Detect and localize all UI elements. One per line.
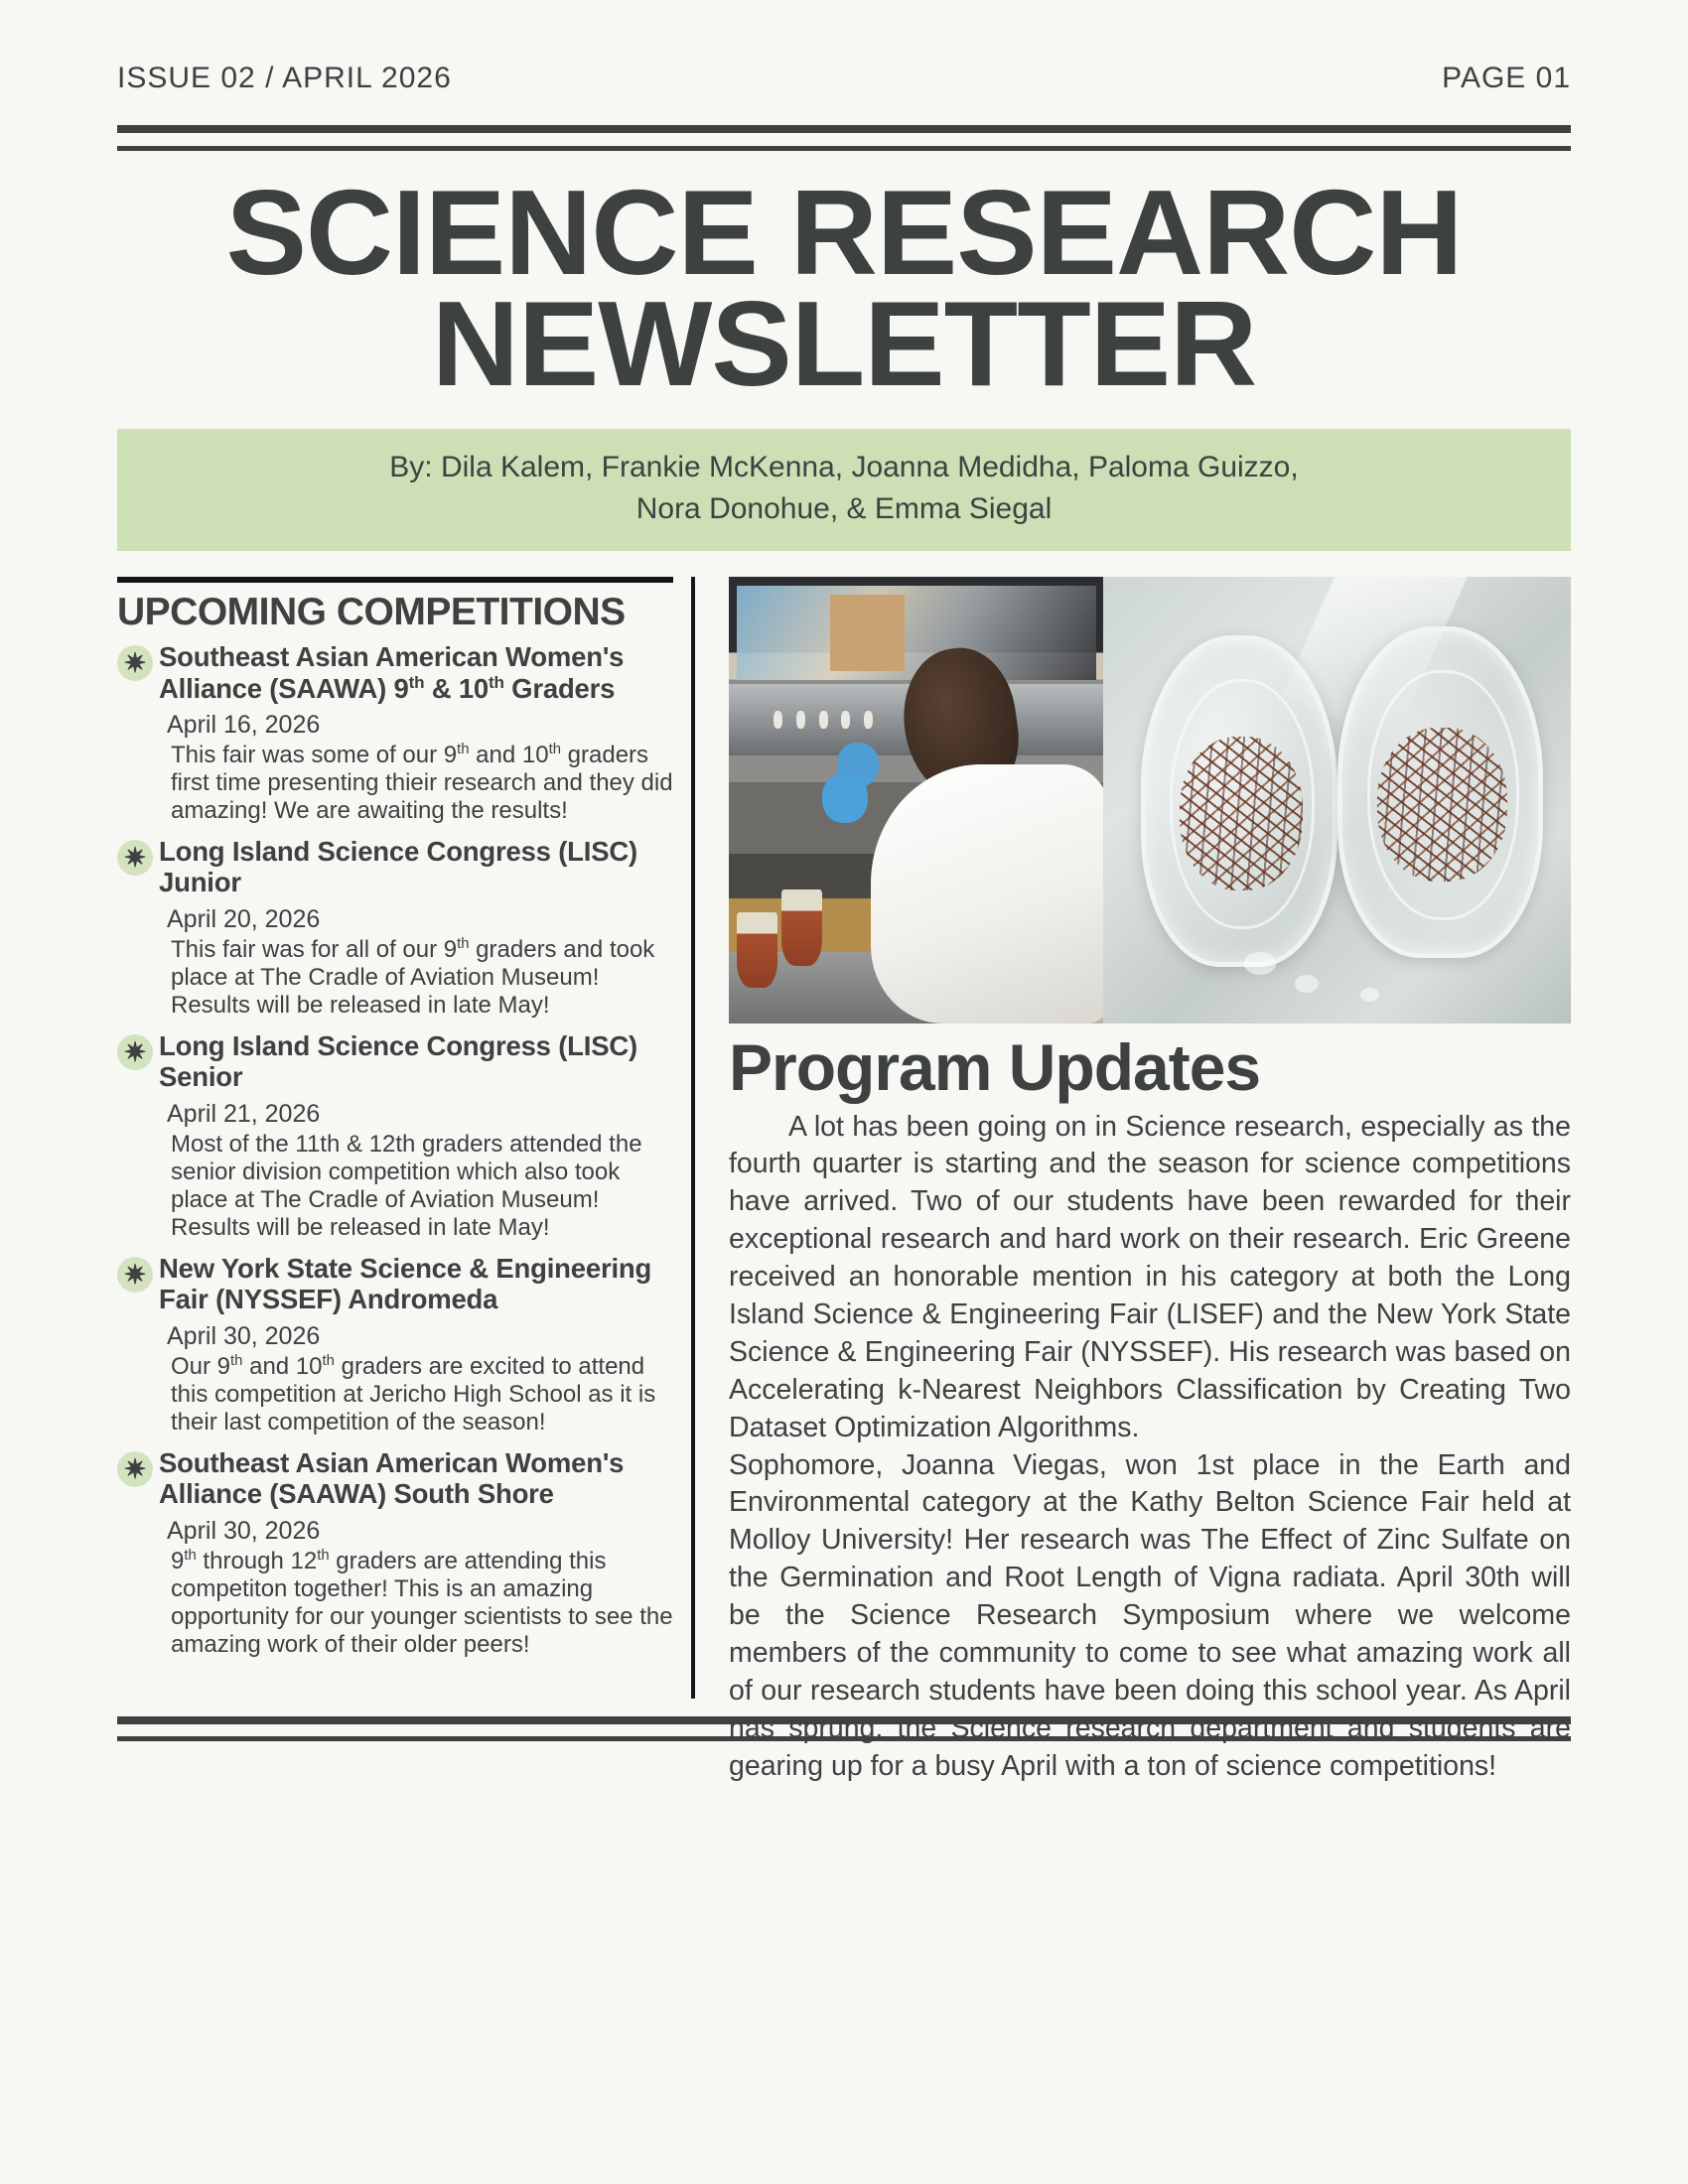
competition-description: Our 9th and 10th graders are excited to attend this competition at Jericho High School as it is their last competition of the season!	[171, 1352, 656, 1435]
article-paragraph-2: Sophomore, Joanna Viegas, won 1st place in the Earth and Environmental category at the Kathy Belton Science Fair held at Molloy University! Her research was The Effect of Zinc Sulfate on the Germination and Root Length of Vigna radiata. April 30th will be the Science Research Symposium where we welcome members of the community to come to see what amazing work all of our research students have been doing this school year. As April has sprung, the Science research department and students are gearing up for a busy April with a ton of science competitions!	[729, 1448, 1571, 1782]
section-rule	[117, 577, 673, 583]
byline-band	[117, 429, 1571, 551]
competition-body	[153, 1447, 673, 1668]
content-columns	[117, 577, 1571, 1782]
competition-date: April 30, 2026	[167, 1321, 321, 1350]
competition-name: Long Island Science Congress (LISC) Senior	[159, 1030, 637, 1093]
page-header	[117, 0, 1571, 95]
competition-name: New York State Science & Engineering Fair (NYSSEF) Andromeda	[159, 1253, 652, 1315]
competition-date: April 16, 2026	[167, 710, 321, 739]
competition-item	[117, 836, 673, 1028]
article-paragraph-1: A lot has been going on in Science research, especially as the fourth quarter is starting and the season for science competitions have arrived. Two of our students have been rewarded for their exceptional research and hard work on their research. Eric Greene received an honorable mention in his category at both the Long Island Science & Engineering Fair (LISEF) and the New York State Science & Engineering Fair (NYSSEF). His research was based on Accelerating k-Nearest Neighbors Classification by Creating Two Dataset Optimization Algorithms.	[729, 1110, 1571, 1443]
byline-line-1: By: Dila Kalem, Frankie McKenna, Joanna Medidha, Paloma Guizzo,	[389, 451, 1299, 484]
competition-body	[153, 641, 673, 834]
asterisk-bullet-icon: ✷	[117, 840, 153, 876]
column-divider	[691, 577, 695, 1699]
competition-description: Most of the 11th & 12th graders attended the senior division competition which also took place at The Cradle of Aviation Museum! Results will be released in late May!	[171, 1130, 642, 1241]
article-body	[729, 1109, 1571, 1786]
competition-item	[117, 1253, 673, 1445]
asterisk-bullet-icon: ✷	[117, 1451, 153, 1487]
competition-item	[117, 1447, 673, 1668]
competition-item	[117, 641, 673, 834]
competition-list	[117, 641, 673, 1668]
competition-name: Long Island Science Congress (LISC) Junior	[159, 836, 637, 898]
lab-student-photo	[729, 577, 1103, 1024]
article-title: Program Updates	[729, 1030, 1261, 1105]
competitions-heading: UPCOMING COMPETITIONS	[117, 591, 626, 634]
page-number-label: PAGE 01	[1442, 62, 1571, 94]
byline-line-2: Nora Donohue, & Emma Siegal	[635, 491, 1053, 525]
competition-description: This fair was for all of our 9th graders and took place at The Cradle of Aviation Museum! Results will be released in late May!	[171, 935, 655, 1019]
asterisk-bullet-icon: ✷	[117, 1257, 153, 1293]
competition-name: Southeast Asian American Women's Alliance (SAAWA) 9th & 10th Graders	[159, 641, 625, 704]
masthead-line-1: SCIENCE RESEARCH	[225, 165, 1463, 300]
competition-date: April 20, 2026	[167, 904, 321, 933]
competition-body	[153, 1030, 673, 1251]
header-rule-thick	[117, 125, 1571, 133]
competition-body	[153, 836, 673, 1028]
beakers-photo	[1103, 577, 1571, 1024]
competitions-column	[117, 577, 691, 1699]
competition-description: This fair was some of our 9th and 10th graders first time presenting thieir research and they did amazing! We are awaiting the results!	[171, 741, 673, 825]
header-rule-thin	[117, 146, 1571, 151]
issue-label: ISSUE 02 / APRIL 2026	[117, 62, 452, 94]
competition-description: 9th through 12th graders are attending this competiton together! This is an amazing opportunity for our younger scientists to see the amazing work of their older peers!	[171, 1547, 673, 1658]
masthead	[117, 165, 1571, 412]
competition-date: April 21, 2026	[167, 1099, 321, 1128]
photo-strip	[729, 577, 1571, 1024]
masthead-line-2: NEWSLETTER	[431, 276, 1257, 412]
competition-date: April 30, 2026	[167, 1516, 321, 1545]
asterisk-bullet-icon: ✷	[117, 645, 153, 681]
asterisk-bullet-icon: ✷	[117, 1034, 153, 1070]
competition-body	[153, 1253, 673, 1445]
competition-item	[117, 1030, 673, 1251]
competition-name: Southeast Asian American Women's Alliance (SAAWA) South Shore	[159, 1446, 625, 1510]
article-column	[711, 577, 1571, 1782]
